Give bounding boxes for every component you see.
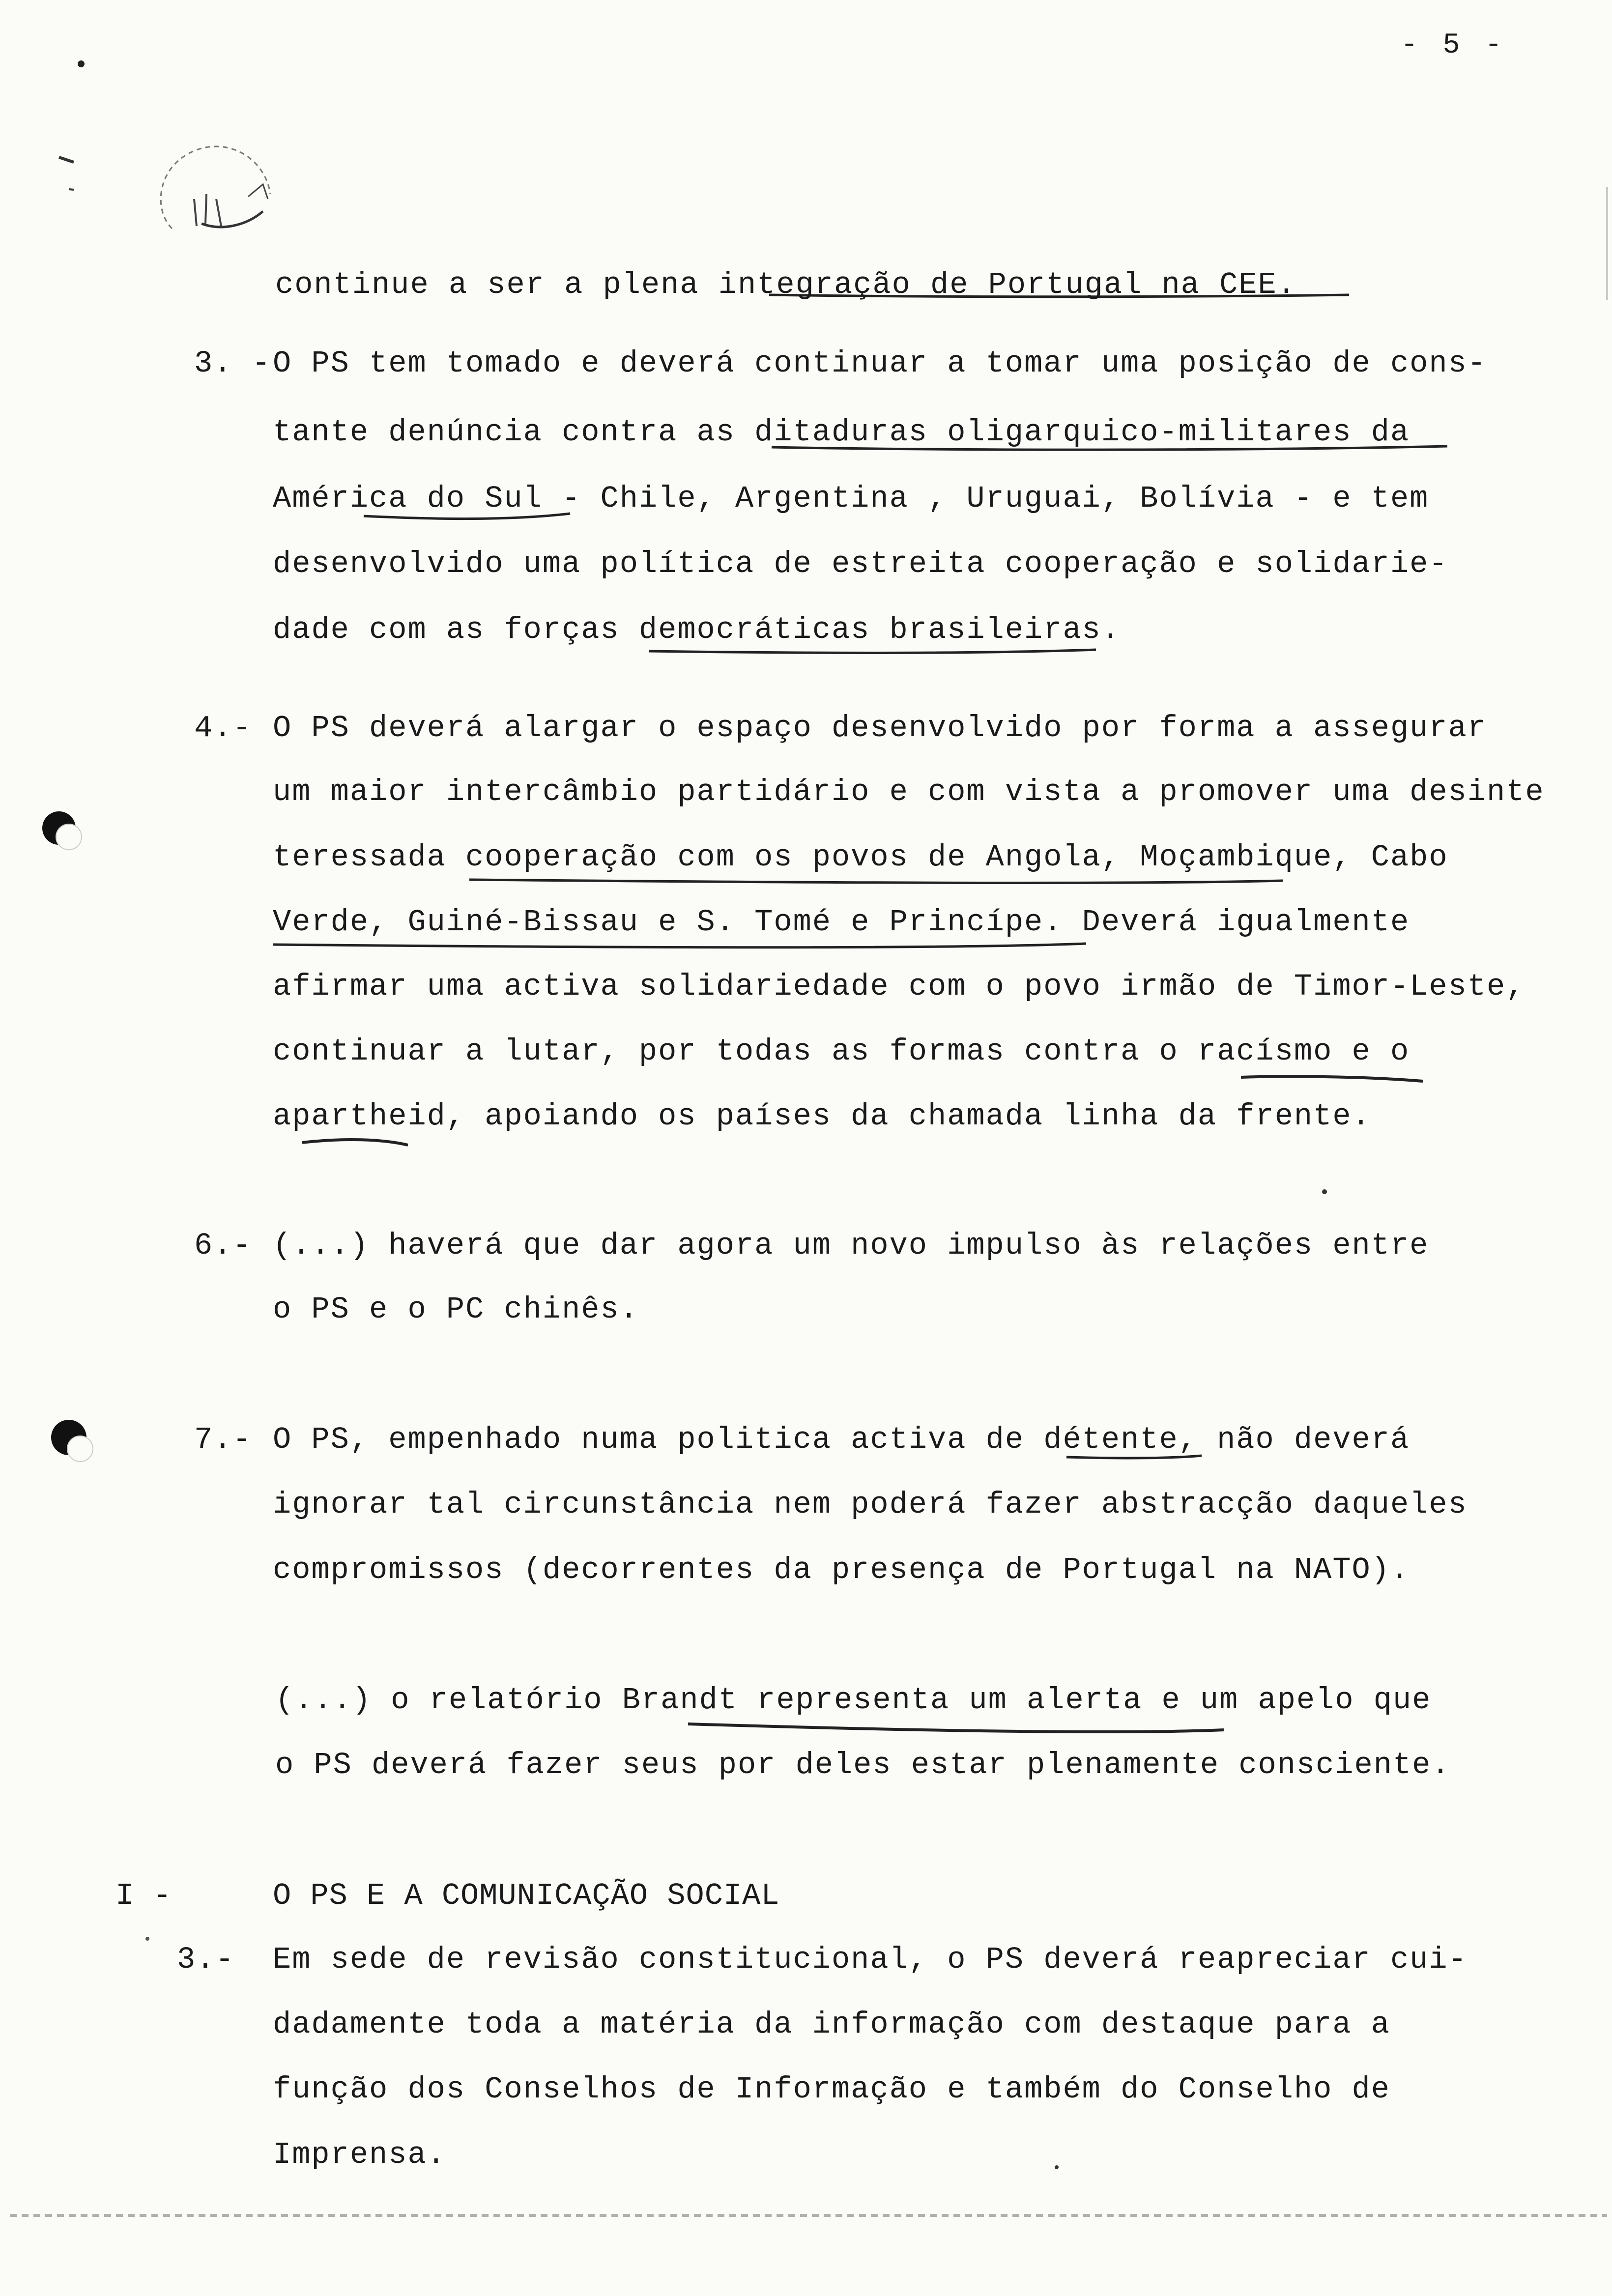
section-item-3-line: Imprensa. — [273, 2137, 446, 2172]
item-3-line: América do Sul - Chile, Argentina , Uruguai, Bolívia - e tem — [273, 481, 1429, 516]
section-item-3-line: Em sede de revisão constitucional, o PS deverá reapreciar cui- — [273, 1942, 1468, 1977]
section-item-3-line: função dos Conselhos de Informação e também do Conselho de — [273, 2072, 1390, 2107]
item-4-line: afirmar uma activa solidariedade com o povo irmão de Timor-Leste, — [273, 969, 1526, 1004]
item-4-line: O PS deverá alargar o espaço desenvolvido por forma a assegurar — [273, 711, 1487, 746]
item-4-line: continuar a lutar, por todas as formas contra o racísmo e o — [273, 1034, 1410, 1069]
scan-edge-mark — [1606, 187, 1608, 300]
brandt-line: (...) o relatório Brandt representa um alerta e um apelo que — [275, 1683, 1432, 1718]
item-3-number: 3. - — [194, 346, 271, 381]
section-item-3-line: dadamente toda a matéria da informação com destaque para a — [273, 2007, 1390, 2042]
section-item-3-number: 3.- — [177, 1942, 235, 1977]
section-number: I - — [115, 1878, 172, 1913]
item-6-line: (...) haverá que dar agora um novo impulso às relações entre — [273, 1228, 1429, 1263]
item-6-line: o PS e o PC chinês. — [273, 1292, 639, 1327]
item-7-line: ignorar tal circunstância nem poderá fazer abstracção daqueles — [273, 1487, 1468, 1522]
item-4-line: um maior intercâmbio partidário e com vista a promover uma desinte — [273, 775, 1545, 809]
item-3-line: tante denúncia contra as ditaduras oligarquico-militares da — [273, 415, 1410, 450]
item-6-number: 6.- — [194, 1228, 252, 1263]
item-3-line: dade com as forças democráticas brasileiras. — [273, 612, 1121, 647]
brandt-line: o PS deverá fazer seus por deles estar plenamente consciente. — [275, 1748, 1451, 1782]
item-3-line: O PS tem tomado e deverá continuar a tomar uma posição de cons- — [273, 346, 1487, 381]
item-7-line: compromissos (decorrentes da presença de Portugal na NATO). — [273, 1552, 1410, 1587]
item-4-line: Verde, Guiné-Bissau e S. Tomé e Princípe. Deverá igualmente — [273, 905, 1410, 940]
item-4-line: teressada cooperação com os povos de Angola, Moçambique, Cabo — [273, 840, 1448, 875]
section-title: O PS E A COMUNICAÇÃO SOCIAL — [273, 1878, 780, 1913]
item-7-line: O PS, empenhado numa politica activa de détente, não deverá — [273, 1422, 1410, 1457]
page-number: - 5 - — [1401, 29, 1506, 61]
item-7-number: 7.- — [194, 1422, 252, 1457]
item-4-line: apartheid, apoiando os países da chamada linha da frente. — [273, 1099, 1371, 1134]
intro-line: continue a ser a plena integração de Portugal na CEE. — [275, 267, 1296, 302]
scan-edge-line — [10, 2214, 1607, 2217]
item-4-number: 4.- — [194, 711, 252, 746]
item-3-line: desenvolvido uma política de estreita cooperação e solidarie- — [273, 546, 1448, 581]
